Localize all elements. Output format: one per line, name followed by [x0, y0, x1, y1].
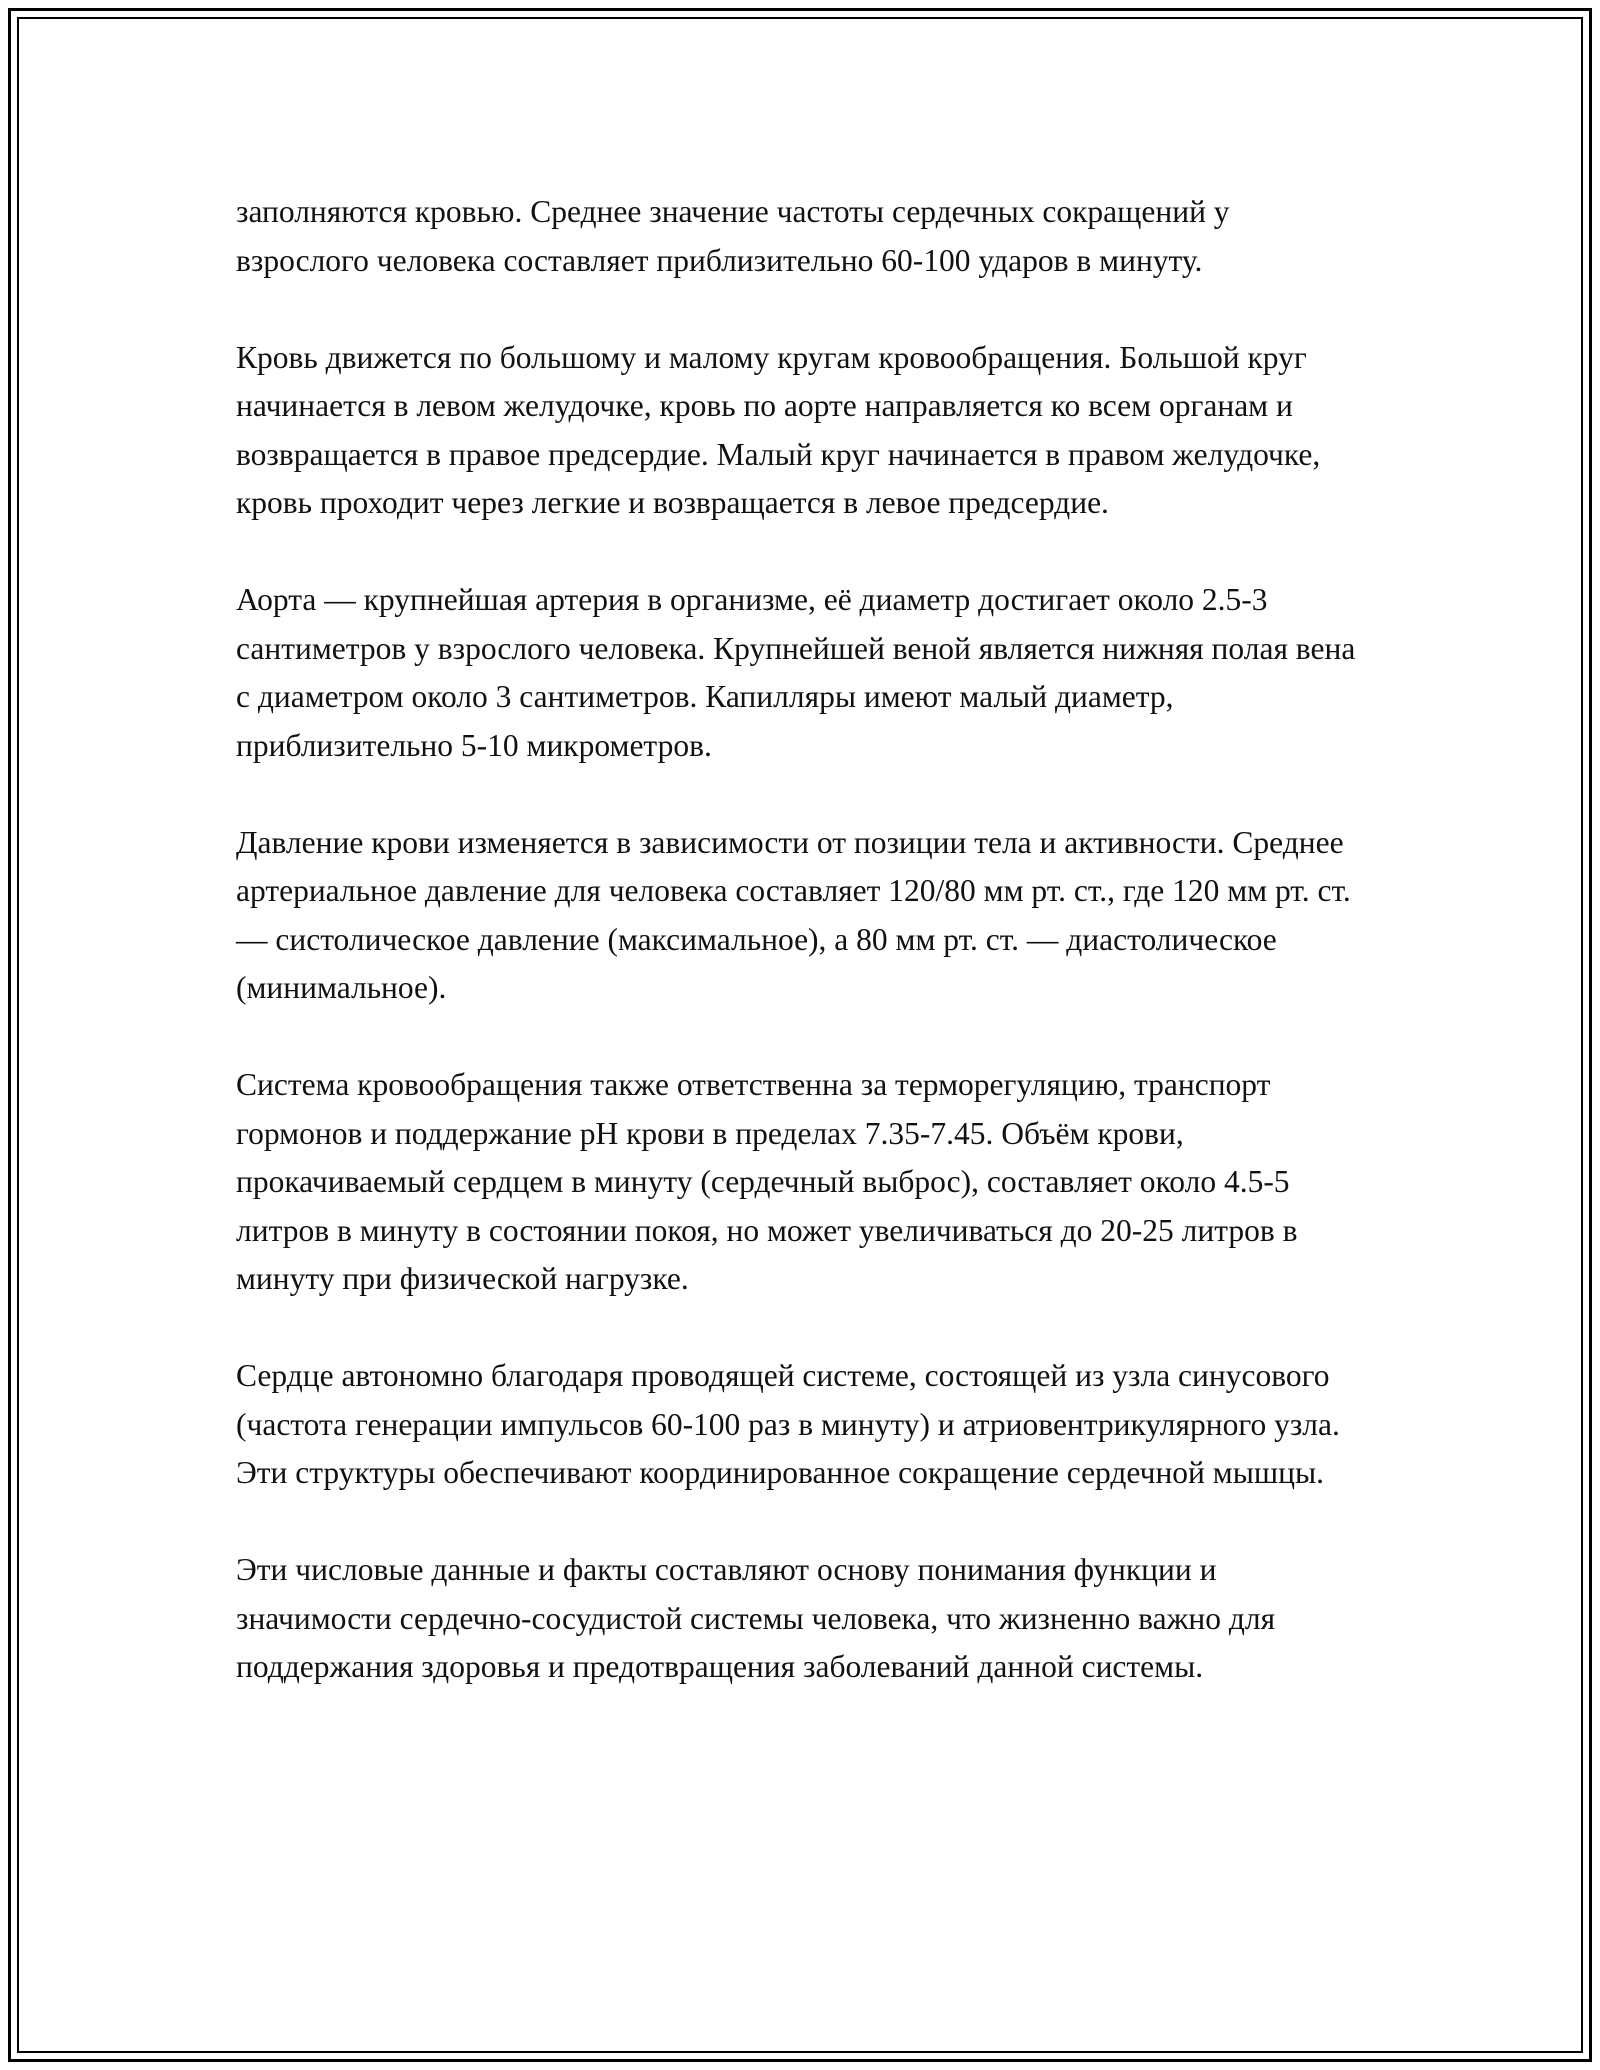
- paragraph-blood-pressure: Давление крови изменяется в зависимости от позиции тела и активности. Среднее артериальное давление для человека составляет 120/80 мм рт. ст., где 120 мм рт. ст. — систолическое давление (максимальное), а 80 мм рт. ст. — диастолическое (минимальное).: [236, 824, 1351, 1005]
- paragraph-circulation-functions: Система кровообращения также ответственна за терморегуляцию, транспорт гормонов и поддержание pH крови в пределах 7.35-7.45. Объём крови, прокачиваемый сердцем в минуту (сердечный выброс), составляет около 4.5-5 литров в минуту в состоянии покоя, но может увеличиваться до 20-25 литров в минуту при физической нагрузке.: [236, 1067, 1298, 1296]
- paragraph-vessel-diameters: Аорта — крупнейшая артерия в организме, её диаметр достигает около 2.5-3 сантиметров у взрослого человека. Крупнейшей веной является нижняя полая вена с диаметром около 3 сантиметров. Капилляры имеют малый диаметр, приблизительно 5-10 микрометров.: [236, 582, 1356, 763]
- paragraph-heart-rate: заполняются кровью. Среднее значение частоты сердечных сокращений у взрослого человека составляет приблизительно 60-100 ударов в минуту.: [236, 194, 1230, 278]
- paragraph-conclusion: Эти числовые данные и факты составляют основу понимания функции и значимости сердечно-сосудистой системы человека, что жизненно важно для поддержания здоровья и предотвращения заболеваний данной системы.: [236, 1552, 1276, 1684]
- paragraph-conduction-system: Сердце автономно благодаря проводящей системе, состоящей из узла синусового (частота генерации импульсов 60-100 раз в минуту) и атриовентрикулярного узла. Эти структуры обеспечивают координированное сокращение сердечной мышцы.: [236, 1358, 1340, 1490]
- document-body: [236, 188, 1366, 1740]
- paragraph-circulation-circles: Кровь движется по большому и малому кругам кровообращения. Большой круг начинается в левом желудочке, кровь по аорте направляется ко всем органам и возвращается в правое предсердие. Малый круг начинается в правом желудочке, кровь проходит через легкие и возвращается в левое предсердие.: [236, 339, 1321, 520]
